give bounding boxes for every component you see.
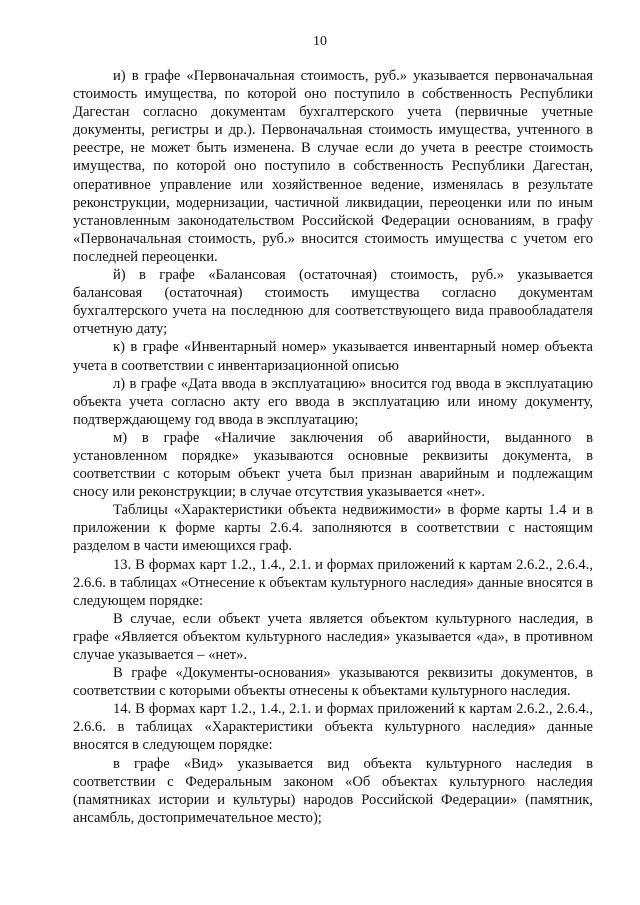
paragraph-real-estate-tables: Таблицы «Характеристики объекта недвижимости» в форме карты 1.4 и в приложении к форме карты 2.6.4. заполняются в соответствии с настоящим разделом в части имеющихся граф. <box>73 502 593 555</box>
paragraph-i-initial-cost: и) в графе «Первоначальная стоимость, руб.» указывается первоначальная стоимость имущества, по которой оно поступило в собственность Республики Дагестан согласно документам бухгалтерского учета (первичные учетные документы, регистры и др.). Первоначальная стоимость имущества, учтенного в реестре, не может быть изменена. В случае если до учета в реестре стоимость имущества, по которой оно поступило в собственность Республики Дагестан, оперативное управление или хозяйственное ведение, изменялась в результате реконструкции, модернизации, частичной ликвидации, переоценки или по иным установленным законодательством Российской Федерации основаниям, в графу «Первоначальная стоимость, руб.» вносится стоимость имущества с учетом его последней переоценки. <box>73 68 593 265</box>
paragraph-k-inventory-number: к) в графе «Инвентарный номер» указывается инвентарный номер объекта учета в соответствии с инвентаризационной описью <box>73 339 593 374</box>
paragraph-heritage-yes-no: В случае, если объект учета является объектом культурного наследия, в графе «Является объектом культурного наследия» указывается «да», в противном случае указывается – «нет». <box>73 610 593 663</box>
paragraph-m-emergency-conclusion: м) в графе «Наличие заключения об аварийности, выданного в установленном порядке» указываются основные реквизиты документа, в соответствии с которым объект учета был признан аварийным и подлежащим сносу или реконструкции; в случае отсутствия указывается «нет». <box>73 429 593 501</box>
paragraph-j-balance-cost: й) в графе «Балансовая (остаточная) стоимость, руб.» указывается балансовая (остаточная) стоимость имущества согласно документам бухгалтерского учета на последнюю для соответствующего вида правообладателя отчетную дату; <box>73 267 593 338</box>
document-body <box>73 67 593 827</box>
paragraph-basis-documents: В графе «Документы-основания» указываются реквизиты документов, в соответствии с которыми объекты отнесены к объектами культурного наследия. <box>73 665 593 700</box>
paragraph-14-heritage-characteristics: 14. В формах карт 1.2., 1.4., 2.1. и формах приложений к картам 2.6.2., 2.6.4., 2.6.6. в таблицах «Характеристики объекта культурного наследия» данные вносятся в следующем порядке: <box>73 701 593 754</box>
paragraph-heritage-type: в графе «Вид» указывается вид объекта культурного наследия в соответствии с Федеральным законом «Об объектах культурного наследия (памятниках истории и культуры) народов Российской Федерации» (памятник, ансамбль, достопримечательное место); <box>73 755 593 826</box>
page-number: 10 <box>313 34 327 49</box>
paragraph-13-cultural-heritage: 13. В формах карт 1.2., 1.4., 2.1. и формах приложений к картам 2.6.2., 2.6.4., 2.6.6. в таблицах «Отнесение к объектам культурного наследия» данные вносятся в следующем порядке: <box>73 556 593 609</box>
paragraph-l-commissioning-date: л) в графе «Дата ввода в эксплуатацию» вносится год ввода в эксплуатацию объекта учета согласно акту его ввода в эксплуатацию или иному документу, подтверждающему год ввода в эксплуатацию; <box>73 375 593 428</box>
